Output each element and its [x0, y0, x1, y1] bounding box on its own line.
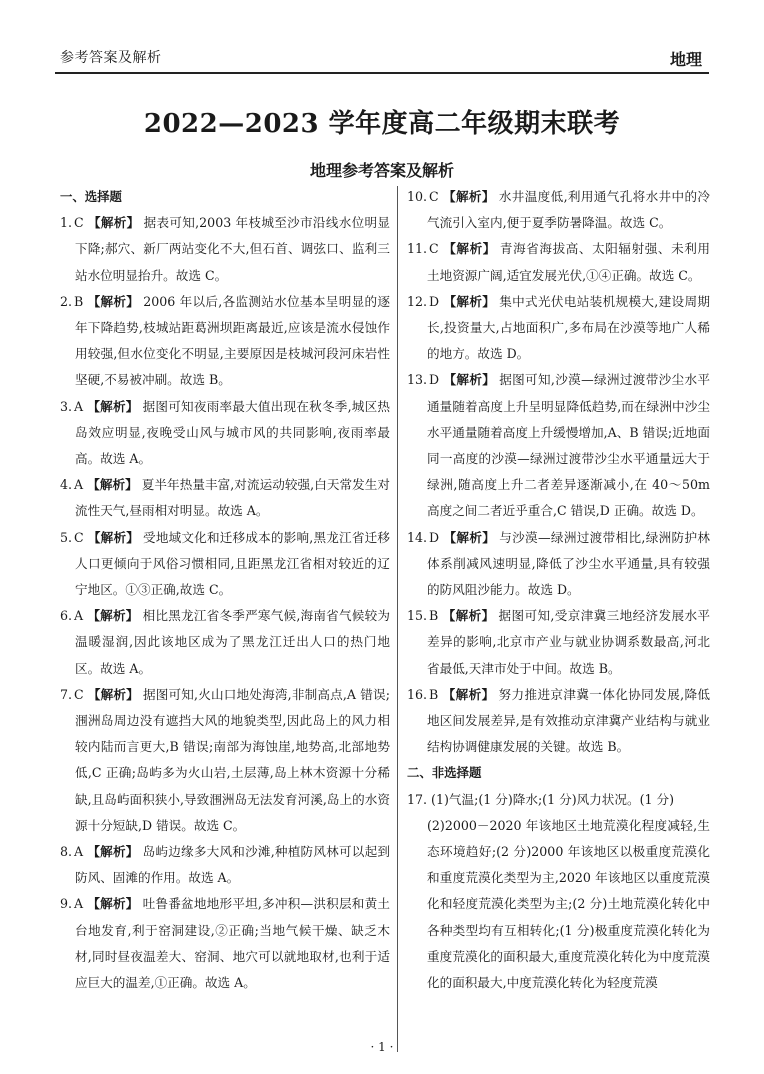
- answer-letter: C: [74, 215, 84, 231]
- answer-item: [407, 236, 710, 288]
- analysis-tag: 【解析】: [443, 529, 496, 545]
- answer-letter: B: [429, 686, 439, 702]
- answer-letter: A: [74, 398, 84, 414]
- question-number: 3.: [60, 398, 73, 414]
- answer-item: [407, 289, 710, 368]
- analysis-tag: 【解析】: [87, 477, 138, 493]
- header-rule: [55, 72, 709, 74]
- answer-item: [60, 394, 390, 473]
- section-heading-choice: 一、选择题: [60, 189, 122, 204]
- analysis-text: 据表可知,2003 年枝城至沙市沿线水位明显下降;郝穴、新厂两站变化不大,但石首、调弦口、监利三站水位明显抬升。故选 C。: [75, 215, 391, 283]
- question-number: 6.: [60, 608, 73, 624]
- answer-item: [407, 184, 710, 236]
- answer-item: [407, 682, 710, 761]
- analysis-text: 相比黑龙江省冬季严寒气候,海南省气候较为温暖湿润,因此该地区成为了黑龙江迁出人口的热门地区。故选 A。: [75, 608, 391, 676]
- question-number: 15.: [407, 608, 428, 624]
- answer-item: [60, 289, 390, 394]
- answer-letter: B: [429, 608, 439, 624]
- page-subtitle: 地理参考答案及解析: [309, 161, 454, 180]
- answer-item: [407, 603, 710, 682]
- answer-item: [60, 525, 390, 604]
- header-subject-label: 地理: [669, 50, 702, 69]
- question-number: 1.: [60, 215, 73, 231]
- analysis-text: 努力推进京津冀一体化协同发展,降低地区间发展差异,是有效推动京津冀产业结构与就业结构协调健康发展的关键。故选 B。: [427, 686, 711, 755]
- analysis-text: 据图可知,受京津冀三地经济发展水平差异的影响,北京市产业与就业协调系数最高,河北省最低,天津市处于中间。故选 B。: [427, 608, 711, 676]
- answer-letter: A: [74, 608, 84, 624]
- analysis-tag: 【解析】: [443, 293, 496, 309]
- right-column: [407, 184, 710, 996]
- analysis-text: 受地域文化和迁移成本的影响,黑龙江省迁移人口更倾向于风俗习惯相同,且距黑龙江省相对较近的辽宁地区。①③正确,故选 C。: [75, 529, 391, 598]
- question-number: 12.: [407, 293, 428, 309]
- analysis-text: 水井温度低,利用通气孔将水井中的冷气流引入室内,便于夏季防暑降温。故选 C。: [427, 189, 710, 231]
- analysis-tag: 【解析】: [87, 844, 139, 860]
- answer-letter: C: [74, 529, 84, 545]
- analysis-text: 集中式光伏电站装机规模大,建设周期长,投资量大,占地面积广,多布局在沙漠等地广人稀的地方。故选 D。: [427, 293, 711, 362]
- analysis-tag: 【解析】: [87, 293, 140, 309]
- question-number: 9.: [60, 896, 73, 912]
- question-number: 14.: [407, 529, 428, 545]
- page-title: 2022—2023 学年度高二年级期末联考: [143, 109, 621, 139]
- answer-letter: C: [429, 189, 439, 204]
- question-number: 10.: [407, 189, 428, 204]
- header-left-label: 参考答案及解析: [60, 50, 162, 66]
- section-heading-nonchoice: 二、非选择题: [407, 765, 482, 781]
- answer-item: [60, 682, 390, 839]
- question-number: 2.: [60, 293, 73, 309]
- analysis-tag: 【解析】: [87, 398, 139, 414]
- question-number: 7.: [60, 686, 73, 702]
- answer-letter: D: [429, 293, 440, 309]
- answer-item: [60, 472, 390, 524]
- analysis-tag: 【解析】: [87, 686, 139, 702]
- analysis-text: 夏半年热量丰富,对流运动较强,白天常发生对流性天气,昼雨相对明显。故选 A。: [75, 477, 391, 519]
- analysis-text: 青海省海拔高、太阳辐射强、未利用土地资源广阔,适宜发展光伏,①④正确。故选 C。: [427, 241, 711, 283]
- analysis-tag: 【解析】: [442, 189, 495, 204]
- analysis-text: 据图可知,沙漠—绿洲过渡带沙尘水平通量随着高度上升呈明显降低趋势,而在绿洲中沙尘水平通量随着高度上升缓慢增加,A、B 错误;近地面同一高度的沙漠—绿洲过渡带沙尘水平通量远大于绿洲,随高度上升二者差异逐渐减小,在 40～50m 高度之间二者近乎重合,C 错误,D 正确。故选 D。: [427, 372, 711, 519]
- answer-letter: A: [74, 477, 84, 493]
- answer-letter: D: [429, 372, 440, 388]
- answer-item: [60, 603, 390, 682]
- analysis-text: 据图可知夜雨率最大值出现在秋冬季,城区热岛效应明显,夜晚受山风与城市风的共同影响,夜雨率最高。故选 A。: [75, 398, 391, 467]
- answer-item: [60, 210, 390, 289]
- answer-item: [407, 525, 710, 604]
- answer-letter: A: [74, 896, 84, 912]
- analysis-tag: 【解析】: [442, 241, 496, 257]
- analysis-tag: 【解析】: [442, 608, 495, 624]
- q17-part2: (2)2000－2020 年该地区土地荒漠化程度减轻,生态环境趋好;(2 分)2000 年该地区以极重度荒漠化和重度荒漠化类型为主,2020 年该地区以重度荒漠化和轻度荒漠化类型为主;(2 分)土地荒漠化转化中各种类型均有互相转化;(1 分)极重度荒漠化转化为重度荒漠化的面积最大,重度荒漠化转化为中度荒漠化的面积最大,中度荒漠化转化为轻度荒漠: [427, 817, 710, 991]
- analysis-tag: 【解析】: [443, 372, 496, 388]
- question-17: [407, 787, 710, 813]
- answer-item: [60, 839, 390, 891]
- analysis-text: 岛屿边缘多大风和沙滩,种植防风林可以起到防风、固滩的作用。故选 A。: [75, 844, 391, 886]
- question-number: 8.: [60, 844, 73, 860]
- analysis-tag: 【解析】: [87, 896, 139, 912]
- answer-letter: C: [74, 686, 84, 702]
- answer-item: [60, 891, 390, 996]
- answer-letter: B: [74, 293, 84, 309]
- question-number: 5.: [60, 529, 73, 545]
- question-number: 16.: [407, 686, 428, 702]
- page-number: · 1 ·: [370, 1040, 394, 1054]
- analysis-text: 2006 年以后,各监测站水位基本呈明显的逐年下降趋势,枝城站距葛洲坝距离最近,应该是流水侵蚀作用较强,但水位变化不明显,主要原因是枝城河段河床岩性坚硬,不易被冲刷。故选 B。: [75, 293, 391, 388]
- analysis-tag: 【解析】: [87, 529, 140, 545]
- column-divider: [397, 186, 398, 1052]
- answer-item: [407, 367, 710, 524]
- question-number: 4.: [60, 477, 73, 493]
- question-number: 17.: [407, 791, 428, 807]
- analysis-text: 与沙漠—绿洲过渡带相比,绿洲防护林体系削减风速明显,降低了沙尘水平通量,具有较强的防风阻沙能力。故选 D。: [427, 529, 711, 598]
- analysis-text: 据图可知,火山口地处海湾,非制高点,A 错误;涠洲岛周边没有遮挡大风的地貌类型,因此岛上的风力相较内陆而言更大,B 错误;南部为海蚀崖,地势高,北部地势低,C 正确;岛屿多为火山岩,土层薄,岛上林木资源十分稀缺,且岛屿面积狭小,导致涠洲岛无法发育河溪,岛上的水资源十分短缺,D 错误。故选 C。: [75, 686, 390, 833]
- analysis-tag: 【解析】: [442, 686, 495, 702]
- left-column: [60, 184, 390, 996]
- analysis-tag: 【解析】: [87, 215, 140, 231]
- question-number: 13.: [407, 372, 428, 388]
- analysis-text: 吐鲁番盆地地形平坦,多冲积—洪积层和黄土台地发育,利于窑洞建设,②正确;当地气候干燥、缺乏木材,同时昼夜温差大、窑洞、地穴可以就地取材,也利于适应巨大的温差,①正确。故选 A。: [75, 896, 391, 991]
- answer-letter: C: [429, 241, 439, 257]
- answer-letter: D: [429, 529, 440, 545]
- question-number: 11.: [407, 241, 428, 257]
- analysis-tag: 【解析】: [87, 608, 139, 624]
- answer-letter: A: [74, 844, 84, 860]
- q17-part1: (1)气温;(1 分)降水;(1 分)风力状况。(1 分): [431, 791, 675, 807]
